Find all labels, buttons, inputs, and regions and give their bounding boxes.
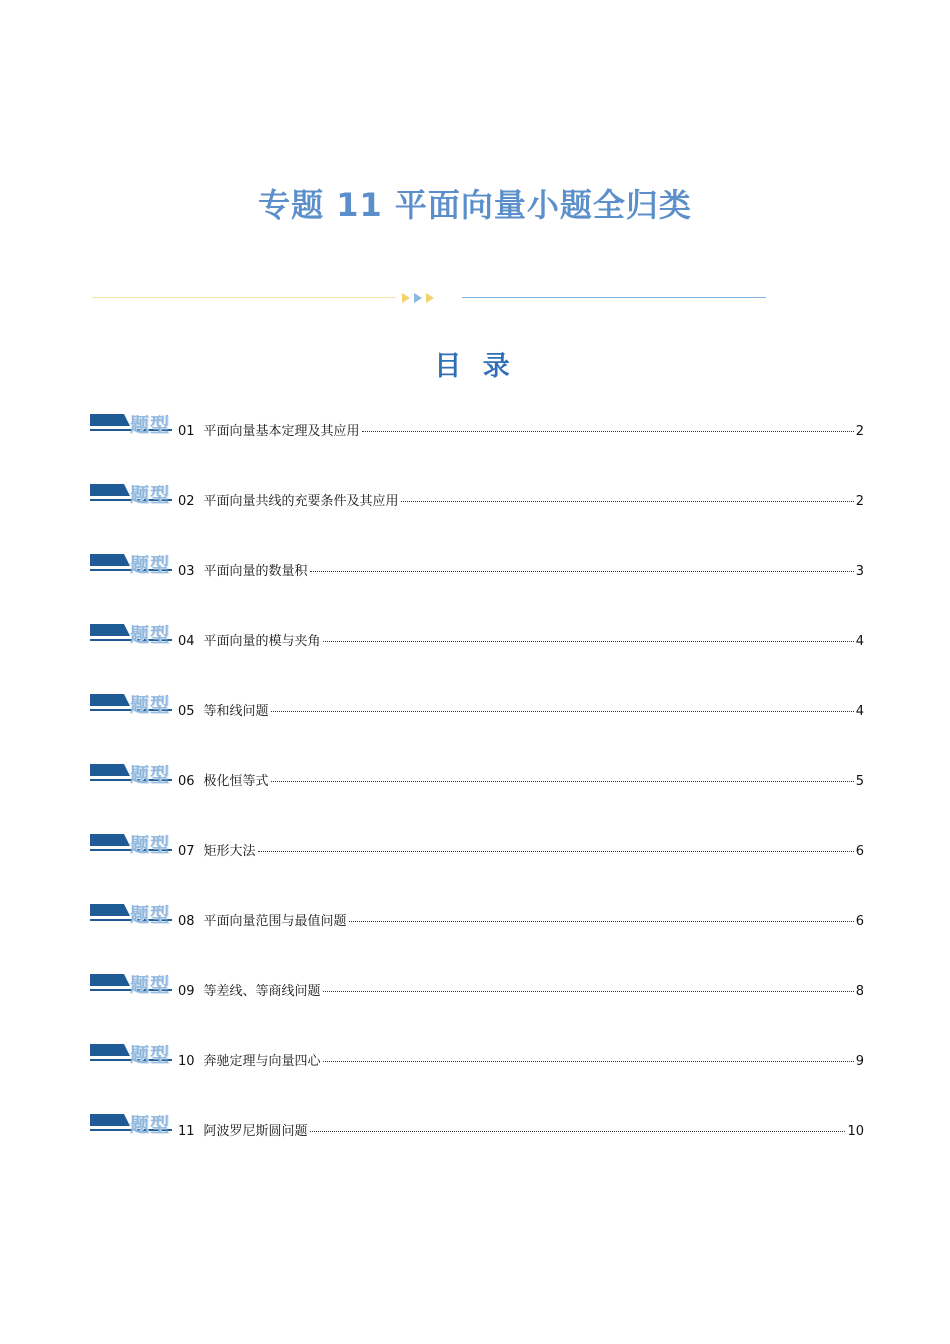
dot-leader xyxy=(401,501,854,502)
entry-page-number: 10 xyxy=(847,1124,864,1139)
badge-label: 题型 xyxy=(130,554,171,576)
question-type-badge xyxy=(90,620,172,646)
entry-page-number: 2 xyxy=(855,494,864,509)
entry-number: 02 xyxy=(178,494,195,509)
divider-arrows-icon xyxy=(402,292,442,304)
question-type-badge xyxy=(90,480,172,506)
entry-label[interactable]: 平面向量的数量积 xyxy=(203,564,308,579)
entry-number: 01 xyxy=(178,424,195,439)
question-type-badge xyxy=(90,970,172,996)
dot-leader xyxy=(323,641,854,642)
dot-leader xyxy=(310,1131,846,1132)
entry-label[interactable]: 阿波罗尼斯圆问题 xyxy=(203,1124,308,1139)
entry-page-number: 9 xyxy=(855,1054,864,1069)
divider-right xyxy=(462,297,766,298)
badge-label: 题型 xyxy=(130,764,171,786)
badge-label: 题型 xyxy=(130,974,171,996)
entry-label[interactable]: 平面向量的模与夹角 xyxy=(203,634,321,649)
toc-heading: 目 录 xyxy=(434,351,516,382)
entry-number: 09 xyxy=(178,984,195,999)
toc-entry[interactable] xyxy=(90,480,864,510)
entry-label[interactable]: 等差线、等商线问题 xyxy=(203,984,321,999)
dot-leader xyxy=(258,851,854,852)
entry-number: 08 xyxy=(178,914,195,929)
dot-leader xyxy=(310,571,854,572)
entry-page-number: 3 xyxy=(855,564,864,579)
badge-label: 题型 xyxy=(130,1114,171,1136)
entry-label[interactable]: 奔驰定理与向量四心 xyxy=(203,1054,321,1069)
dot-leader xyxy=(349,921,854,922)
entry-label[interactable]: 矩形大法 xyxy=(203,844,256,859)
entry-label[interactable]: 平面向量基本定理及其应用 xyxy=(203,424,360,439)
badge-label: 题型 xyxy=(130,694,171,716)
badge-label: 题型 xyxy=(130,414,171,436)
entry-number: 04 xyxy=(178,634,195,649)
entry-label[interactable]: 极化恒等式 xyxy=(203,774,269,789)
entry-label[interactable]: 等和线问题 xyxy=(203,704,269,719)
dot-leader xyxy=(362,431,854,432)
entry-page-number: 5 xyxy=(855,774,864,789)
toc-entry[interactable] xyxy=(90,1040,864,1070)
question-type-badge xyxy=(90,900,172,926)
question-type-badge xyxy=(90,1040,172,1066)
entry-number: 05 xyxy=(178,704,195,719)
divider-left xyxy=(92,297,396,298)
dot-leader xyxy=(271,781,854,782)
entry-label[interactable]: 平面向量共线的充要条件及其应用 xyxy=(203,494,399,509)
entry-page-number: 8 xyxy=(855,984,864,999)
badge-label: 题型 xyxy=(130,904,171,926)
entry-number: 03 xyxy=(178,564,195,579)
question-type-badge xyxy=(90,550,172,576)
toc-entry[interactable] xyxy=(90,550,864,580)
dot-leader xyxy=(271,711,854,712)
badge-label: 题型 xyxy=(130,484,171,506)
entry-page-number: 4 xyxy=(855,704,864,719)
entry-page-number: 2 xyxy=(855,424,864,439)
entry-page-number: 6 xyxy=(855,914,864,929)
document-title: 专题 11 平面向量小题全归类 xyxy=(258,186,692,224)
toc-entry[interactable] xyxy=(90,900,864,930)
badge-label: 题型 xyxy=(130,624,171,646)
toc-entry[interactable] xyxy=(90,760,864,790)
entry-number: 10 xyxy=(178,1054,195,1069)
question-type-badge xyxy=(90,690,172,716)
toc-entry[interactable] xyxy=(90,690,864,720)
entry-page-number: 6 xyxy=(855,844,864,859)
entry-number: 07 xyxy=(178,844,195,859)
dot-leader xyxy=(323,991,854,992)
toc-entry[interactable] xyxy=(90,970,864,1000)
toc-entry[interactable] xyxy=(90,620,864,650)
toc-entry[interactable] xyxy=(90,410,864,440)
toc-entry[interactable] xyxy=(90,1110,864,1140)
entry-number: 11 xyxy=(178,1124,195,1139)
entry-page-number: 4 xyxy=(855,634,864,649)
question-type-badge xyxy=(90,410,172,436)
dot-leader xyxy=(323,1061,854,1062)
badge-label: 题型 xyxy=(130,1044,171,1066)
question-type-badge xyxy=(90,830,172,856)
entry-label[interactable]: 平面向量范围与最值问题 xyxy=(203,914,347,929)
question-type-badge xyxy=(90,760,172,786)
question-type-badge xyxy=(90,1110,172,1136)
badge-label: 题型 xyxy=(130,834,171,856)
entry-number: 06 xyxy=(178,774,195,789)
toc-entry[interactable] xyxy=(90,830,864,860)
